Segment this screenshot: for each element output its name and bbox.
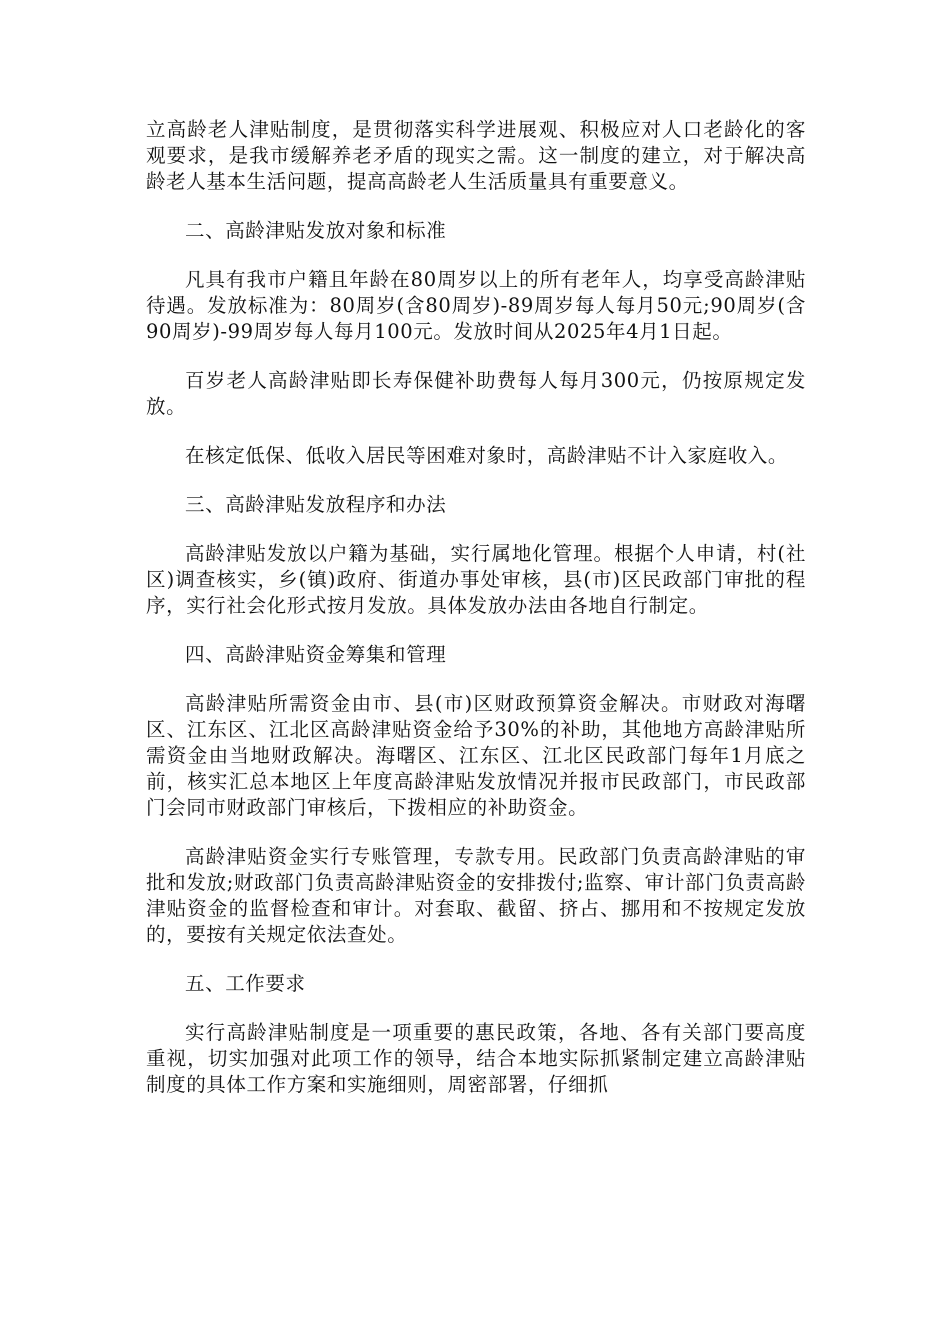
paragraph-centenarian: 百岁老人高龄津贴即长寿保健补助费每人每月300元，仍按原规定发放。 <box>146 369 806 418</box>
paragraph-procedure: 高龄津贴发放以户籍为基础，实行属地化管理。根据个人申请，村(社区)调查核实，乡(镇)政府、街道办事处审核，县(市)区民政部门审批的程序，实行社会化形式按月发放。具体发放办法由各地自行制定。 <box>146 542 806 617</box>
paragraph-eligibility: 凡具有我市户籍且年龄在80周岁以上的所有老年人，均享受高龄津贴待遇。发放标准为：80周岁(含80周岁)-89周岁每人每月50元;90周岁(含90周岁)-99周岁每人每月100元。发放时间从2025年4月1日起。 <box>146 268 806 343</box>
paragraph-requirements: 实行高龄津贴制度是一项重要的惠民政策，各地、各有关部门要高度重视，切实加强对此项工作的领导，结合本地实际抓紧制定建立高龄津贴制度的具体工作方案和实施细则，周密部署，仔细抓 <box>146 1021 806 1096</box>
section-heading-4: 四、高龄津贴资金筹集和管理 <box>185 643 447 666</box>
paragraph-management: 高龄津贴资金实行专账管理，专款专用。民政部门负责高龄津贴的审批和发放;财政部门负责高龄津贴资金的安排拨付;监察、审计部门负责高龄津贴资金的监督检查和审计。对套取、截留、挤占、挪用和不按规定发放的，要按有关规定依法查处。 <box>146 845 806 946</box>
section-heading-2: 二、高龄津贴发放对象和标准 <box>185 219 447 242</box>
paragraph-funding: 高龄津贴所需资金由市、县(市)区财政预算资金解决。市财政对海曙区、江东区、江北区高龄津贴资金给予30%的补助，其他地方高龄津贴所需资金由当地财政解决。海曙区、江东区、江北区民政部门每年1月底之前，核实汇总本地区上年度高龄津贴发放情况并报市民政部门，市民政部门会同市财政部门审核后，下拨相应的补助资金。 <box>146 692 806 819</box>
paragraph-income: 在核定低保、低收入居民等困难对象时，高龄津贴不计入家庭收入。 <box>185 444 789 467</box>
section-heading-3: 三、高龄津贴发放程序和办法 <box>185 493 447 516</box>
section-heading-5: 五、工作要求 <box>185 972 306 995</box>
document-body <box>146 117 806 1121</box>
paragraph-intro: 立高龄老人津贴制度，是贯彻落实科学进展观、积极应对人口老龄化的客观要求，是我市缓解养老矛盾的现实之需。这一制度的建立，对于解决高龄老人基本生活问题，提高高龄老人生活质量具有重要意义。 <box>146 118 806 193</box>
